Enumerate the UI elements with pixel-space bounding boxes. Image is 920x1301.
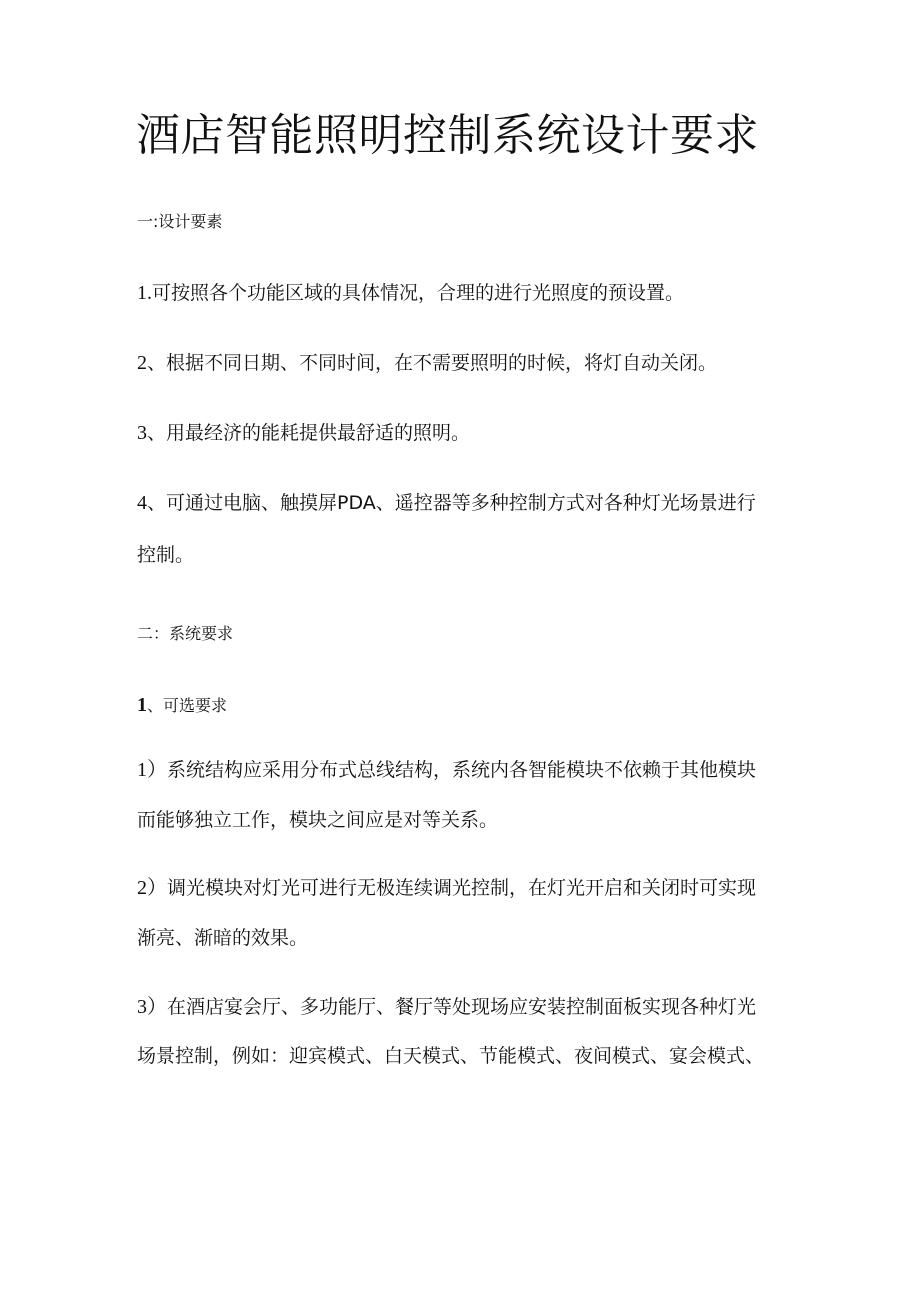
list-item-continuation: 控制。 — [137, 544, 195, 566]
list-item-continuation: 场景控制，例如：迎宾模式、白天模式、节能模式、夜间模式、宴会模式、 — [137, 1045, 765, 1067]
list-item — [137, 350, 717, 376]
item-number: 1. — [137, 282, 152, 304]
list-item — [137, 757, 756, 783]
item-number: 1） — [137, 759, 167, 781]
item-text: 调光模块对灯光可进行无极连续调光控制，在灯光开启和关闭时可实现 — [167, 877, 757, 899]
list-item — [137, 875, 756, 901]
item-text: 、用最经济的能耗提供最舒适的照明。 — [147, 422, 471, 444]
list-item — [137, 994, 756, 1020]
item-text: 可按照各个功能区域的具体情况，合理的进行光照度的预设置。 — [152, 282, 685, 304]
list-item — [137, 280, 684, 306]
document-title: 酒店智能照明控制系统设计要求 — [136, 110, 759, 161]
list-item — [137, 420, 470, 446]
item-text: 、根据不同日期、不同时间，在不需要照明的时候，将灯自动关闭。 — [147, 352, 718, 374]
list-item-continuation: 而能够独立工作，模块之间应是对等关系。 — [137, 809, 499, 831]
item-number: 4 — [137, 492, 147, 514]
item-number: 2 — [137, 352, 147, 374]
list-item — [137, 490, 756, 516]
item-number: 3 — [137, 422, 147, 444]
section2-heading: 二：系统要求 — [137, 624, 234, 643]
item-text: 在酒店宴会厅、多功能厅、餐厅等处现场应安装控制面板实现各种灯光 — [167, 996, 757, 1018]
subheading-text: 、可选要求 — [147, 696, 228, 715]
list-item-continuation: 渐亮、渐暗的效果。 — [137, 927, 309, 949]
item-number: 2） — [137, 877, 167, 899]
section1-heading: 一:设计要素 — [137, 212, 223, 231]
section2-subheading — [137, 692, 227, 719]
item-number: 3） — [137, 996, 167, 1018]
item-text: 、可通过电脑、触摸屏PDA、遥控器等多种控制方式对各种灯光场景进行 — [147, 492, 756, 514]
item-text: 系统结构应采用分布式总线结构，系统内各智能模块不依赖于其他模块 — [167, 759, 757, 781]
subheading-number: 1 — [137, 694, 147, 716]
